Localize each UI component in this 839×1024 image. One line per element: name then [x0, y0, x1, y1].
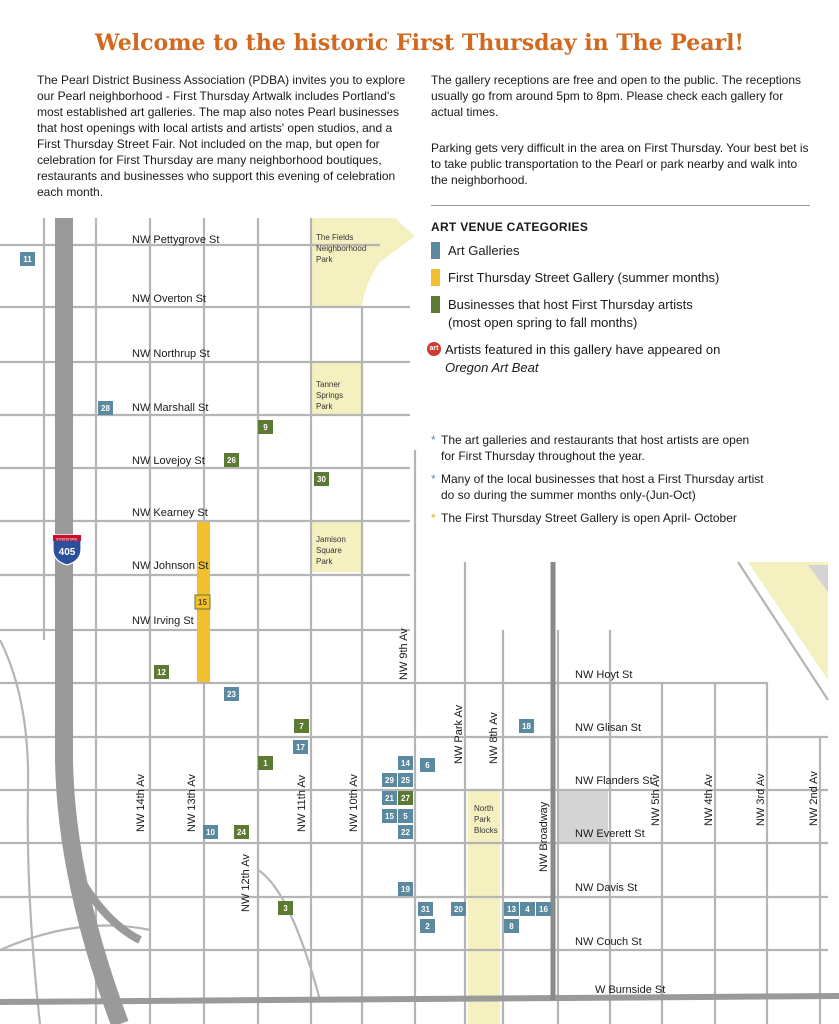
venue-badge[interactable] [398, 825, 413, 839]
legend-item-art-beat [431, 341, 821, 377]
interstate-405-shield [53, 535, 81, 565]
avenue-label-14th: NW 14th Av [135, 774, 147, 832]
venue-number: 21 [385, 794, 394, 803]
venue-badge[interactable] [382, 791, 397, 805]
venue-badge[interactable] [519, 719, 534, 733]
venue-number: 11 [23, 255, 32, 264]
venue-number: 14 [401, 759, 410, 768]
venue-number: 31 [421, 905, 430, 914]
venue-badge[interactable] [294, 719, 309, 733]
venue-number: 30 [317, 475, 326, 484]
venue-badge[interactable] [98, 401, 113, 415]
venue-number: 23 [227, 690, 236, 699]
avenue-label-10th: NW 10th Av [348, 774, 360, 832]
avenue-label-4th: NW 4th Av [703, 774, 715, 826]
venue-badge[interactable] [398, 809, 413, 823]
legend-business-line1: Businesses that host First Thursday artists [448, 297, 693, 312]
venue-number: 18 [522, 722, 531, 731]
street-label-davis: NW Davis St [575, 882, 638, 894]
north-park-label-2: Park [474, 815, 491, 824]
avenue-label-park: NW Park Av [453, 704, 465, 764]
avenue-label-13th: NW 13th Av [186, 774, 198, 832]
tanner-park-label-1: Tanner [316, 380, 341, 389]
north-park-label-1: North [474, 804, 494, 813]
street-label-hoyt: NW Hoyt St [575, 669, 633, 681]
venue-badge[interactable] [258, 756, 273, 770]
avenue-label-11th: NW 11th Av [296, 774, 308, 832]
venue-number: 29 [385, 776, 394, 785]
venue-badge[interactable] [520, 902, 535, 916]
east-park-area [748, 562, 828, 680]
note-star-icon: * [431, 433, 436, 447]
venue-badge[interactable] [234, 825, 249, 839]
note-star-icon: * [431, 472, 436, 486]
venue-badge[interactable] [420, 919, 435, 933]
legend-label-art-beat [445, 341, 720, 377]
fields-park-label-3: Park [316, 255, 333, 264]
note-line: The art galleries and restaurants that host artists are open [441, 433, 750, 447]
venue-number: 15 [198, 598, 207, 607]
venue-number: 13 [507, 905, 516, 914]
legend-title: ART VENUE CATEGORIES [431, 220, 589, 234]
street-label-irving: NW Irving St [132, 615, 194, 627]
street-label-overton: NW Overton St [132, 293, 206, 305]
note-item [431, 432, 821, 464]
avenue-label-9th: NW 9th Av [398, 628, 410, 680]
venue-badge[interactable] [258, 420, 273, 434]
legend-label-businesses [448, 296, 693, 332]
venue-badge[interactable] [314, 472, 329, 486]
venue-badge[interactable] [203, 825, 218, 839]
street-label-couch: NW Couch St [575, 936, 642, 948]
venue-badge[interactable] [398, 791, 413, 805]
business-swatch [431, 296, 440, 313]
street-label-burnside: W Burnside St [595, 984, 666, 996]
legend-item-street-gallery [431, 269, 821, 287]
venue-badge[interactable] [224, 687, 239, 701]
street-label-kearney: NW Kearney St [132, 507, 208, 519]
north-park-label-3: Blocks [474, 826, 498, 835]
venue-badge[interactable] [293, 740, 308, 754]
venue-badge[interactable] [418, 902, 433, 916]
burnside-street-line [0, 996, 839, 1002]
jamison-park-label-3: Park [316, 557, 333, 566]
legend-art-line2: Oregon Art Beat [445, 360, 539, 375]
venue-number: 15 [385, 812, 394, 821]
legend-label-street-gallery: First Thursday Street Gallery (summer months) [448, 270, 720, 285]
venue-number: 24 [237, 828, 246, 837]
legend-item-businesses [431, 296, 821, 332]
art-beat-icon: art [427, 342, 441, 356]
street-label-johnson: NW Johnson St [132, 560, 209, 572]
note-line: The First Thursday Street Gallery is open April- October [441, 511, 737, 525]
venue-number: 9 [263, 423, 268, 432]
venue-number: 4 [525, 905, 530, 914]
venue-badge[interactable] [398, 882, 413, 896]
note-line: Many of the local businesses that host a First Thursday artist [441, 472, 764, 486]
venue-number: 3 [283, 904, 288, 913]
venue-number: 26 [227, 456, 236, 465]
avenue-label-broadway: NW Broadway [538, 801, 550, 872]
street-label-glisan: NW Glisan St [575, 722, 642, 734]
venue-number: 22 [401, 828, 410, 837]
venue-number: 10 [206, 828, 215, 837]
venue-number: 17 [296, 743, 305, 752]
venue-number: 20 [454, 905, 463, 914]
venue-number: 1 [263, 759, 268, 768]
venue-badge[interactable] [154, 665, 169, 679]
legend-art-line1: Artists featured in this gallery have appeared on [445, 342, 721, 357]
venue-number: 7 [299, 722, 304, 731]
venue-badge[interactable] [382, 773, 397, 787]
street-label-northrup: NW Northrup St [132, 348, 210, 360]
gallery-swatch [431, 242, 440, 259]
venue-number: 8 [509, 922, 514, 931]
venue-badge[interactable] [382, 809, 397, 823]
legend-label-galleries: Art Galleries [448, 243, 520, 258]
avenue-label-2nd: NW 2nd Av [808, 771, 820, 826]
street-label-flanders: NW Flanders St [575, 775, 653, 787]
note-star-icon: * [431, 511, 436, 525]
venue-badge[interactable] [420, 758, 435, 772]
venue-number: 28 [101, 404, 110, 413]
street-gallery-swatch [431, 269, 440, 286]
legend-item-galleries [431, 242, 821, 260]
avenue-label-8th: NW 8th Av [488, 712, 500, 764]
venue-number: 2 [425, 922, 430, 931]
note-item [431, 471, 821, 503]
avenue-label-12th: NW 12th Av [240, 854, 252, 912]
venue-number: 6 [425, 761, 430, 770]
jamison-park-label-2: Square [316, 546, 342, 555]
venue-badge[interactable] [278, 901, 293, 915]
intro-text-parking: Parking gets very difficult in the area on First Thursday. Your best bet is to take public transportation to the Pearl or park nearby and walk into the neighborhood. [431, 141, 809, 187]
legend [431, 220, 821, 386]
venue-number: 19 [401, 885, 410, 894]
note-item [431, 510, 821, 526]
tanner-park-label-2: Springs [316, 391, 344, 400]
avenue-label-5th: NW 5th Av [650, 774, 662, 826]
street-label-pettygrove: NW Pettygrove St [132, 234, 220, 246]
note-line: for First Thursday throughout the year. [441, 449, 645, 463]
venue-badge[interactable] [504, 902, 519, 916]
venue-badge[interactable] [504, 919, 519, 933]
venue-badge[interactable] [398, 756, 413, 770]
venue-badge[interactable] [451, 902, 466, 916]
venue-badge[interactable] [536, 902, 551, 916]
venue-badge[interactable] [224, 453, 239, 467]
legend-business-line2: (most open spring to fall months) [448, 315, 638, 330]
street-label-lovejoy: NW Lovejoy St [132, 455, 205, 467]
tanner-park-label-3: Park [316, 402, 333, 411]
venue-badge[interactable] [398, 773, 413, 787]
intro-text-left: The Pearl District Business Association (PDBA) invites you to explore our Pearl neighborhood - First Thursday Artwalk includes Portland's most established art galleries. The map also notes Pearl businesses that host openings with local artists and artists' open studios, and a First Thursday Street Fair. Not included on the map, but open for celebration for First Thursday are many neighborhood boutiques, restaurants and businesses who support this evening of celebration each month. [37, 73, 406, 199]
venue-badge[interactable] [20, 252, 35, 266]
notes [431, 432, 821, 533]
venue-number: 16 [539, 905, 548, 914]
jamison-park-label-1: Jamison [316, 535, 346, 544]
page-title: Welcome to the historic First Thursday in The Pearl! [94, 30, 745, 56]
venue-number: 5 [403, 812, 408, 821]
avenue-label-3rd: NW 3rd Av [755, 773, 767, 826]
venue-number: 27 [401, 794, 410, 803]
shield-number: 405 [58, 547, 76, 558]
fields-park-label-2: Neighborhood [316, 244, 367, 253]
fields-park-label-1: The Fields [316, 233, 354, 242]
note-line: do so during the summer months only-(Jun-Oct) [441, 488, 696, 502]
street-gallery-badge[interactable] [195, 595, 210, 609]
venue-number: 12 [157, 668, 166, 677]
street-label-marshall: NW Marshall St [132, 402, 209, 414]
street-label-everett: NW Everett St [575, 828, 645, 840]
shield-label-top: INTERSTATE [56, 537, 78, 542]
intro-text-receptions: The gallery receptions are free and open to the public. The receptions usually go from around 5pm to 8pm. Please check each gallery for actual times. [431, 73, 802, 119]
venue-number: 25 [401, 776, 410, 785]
